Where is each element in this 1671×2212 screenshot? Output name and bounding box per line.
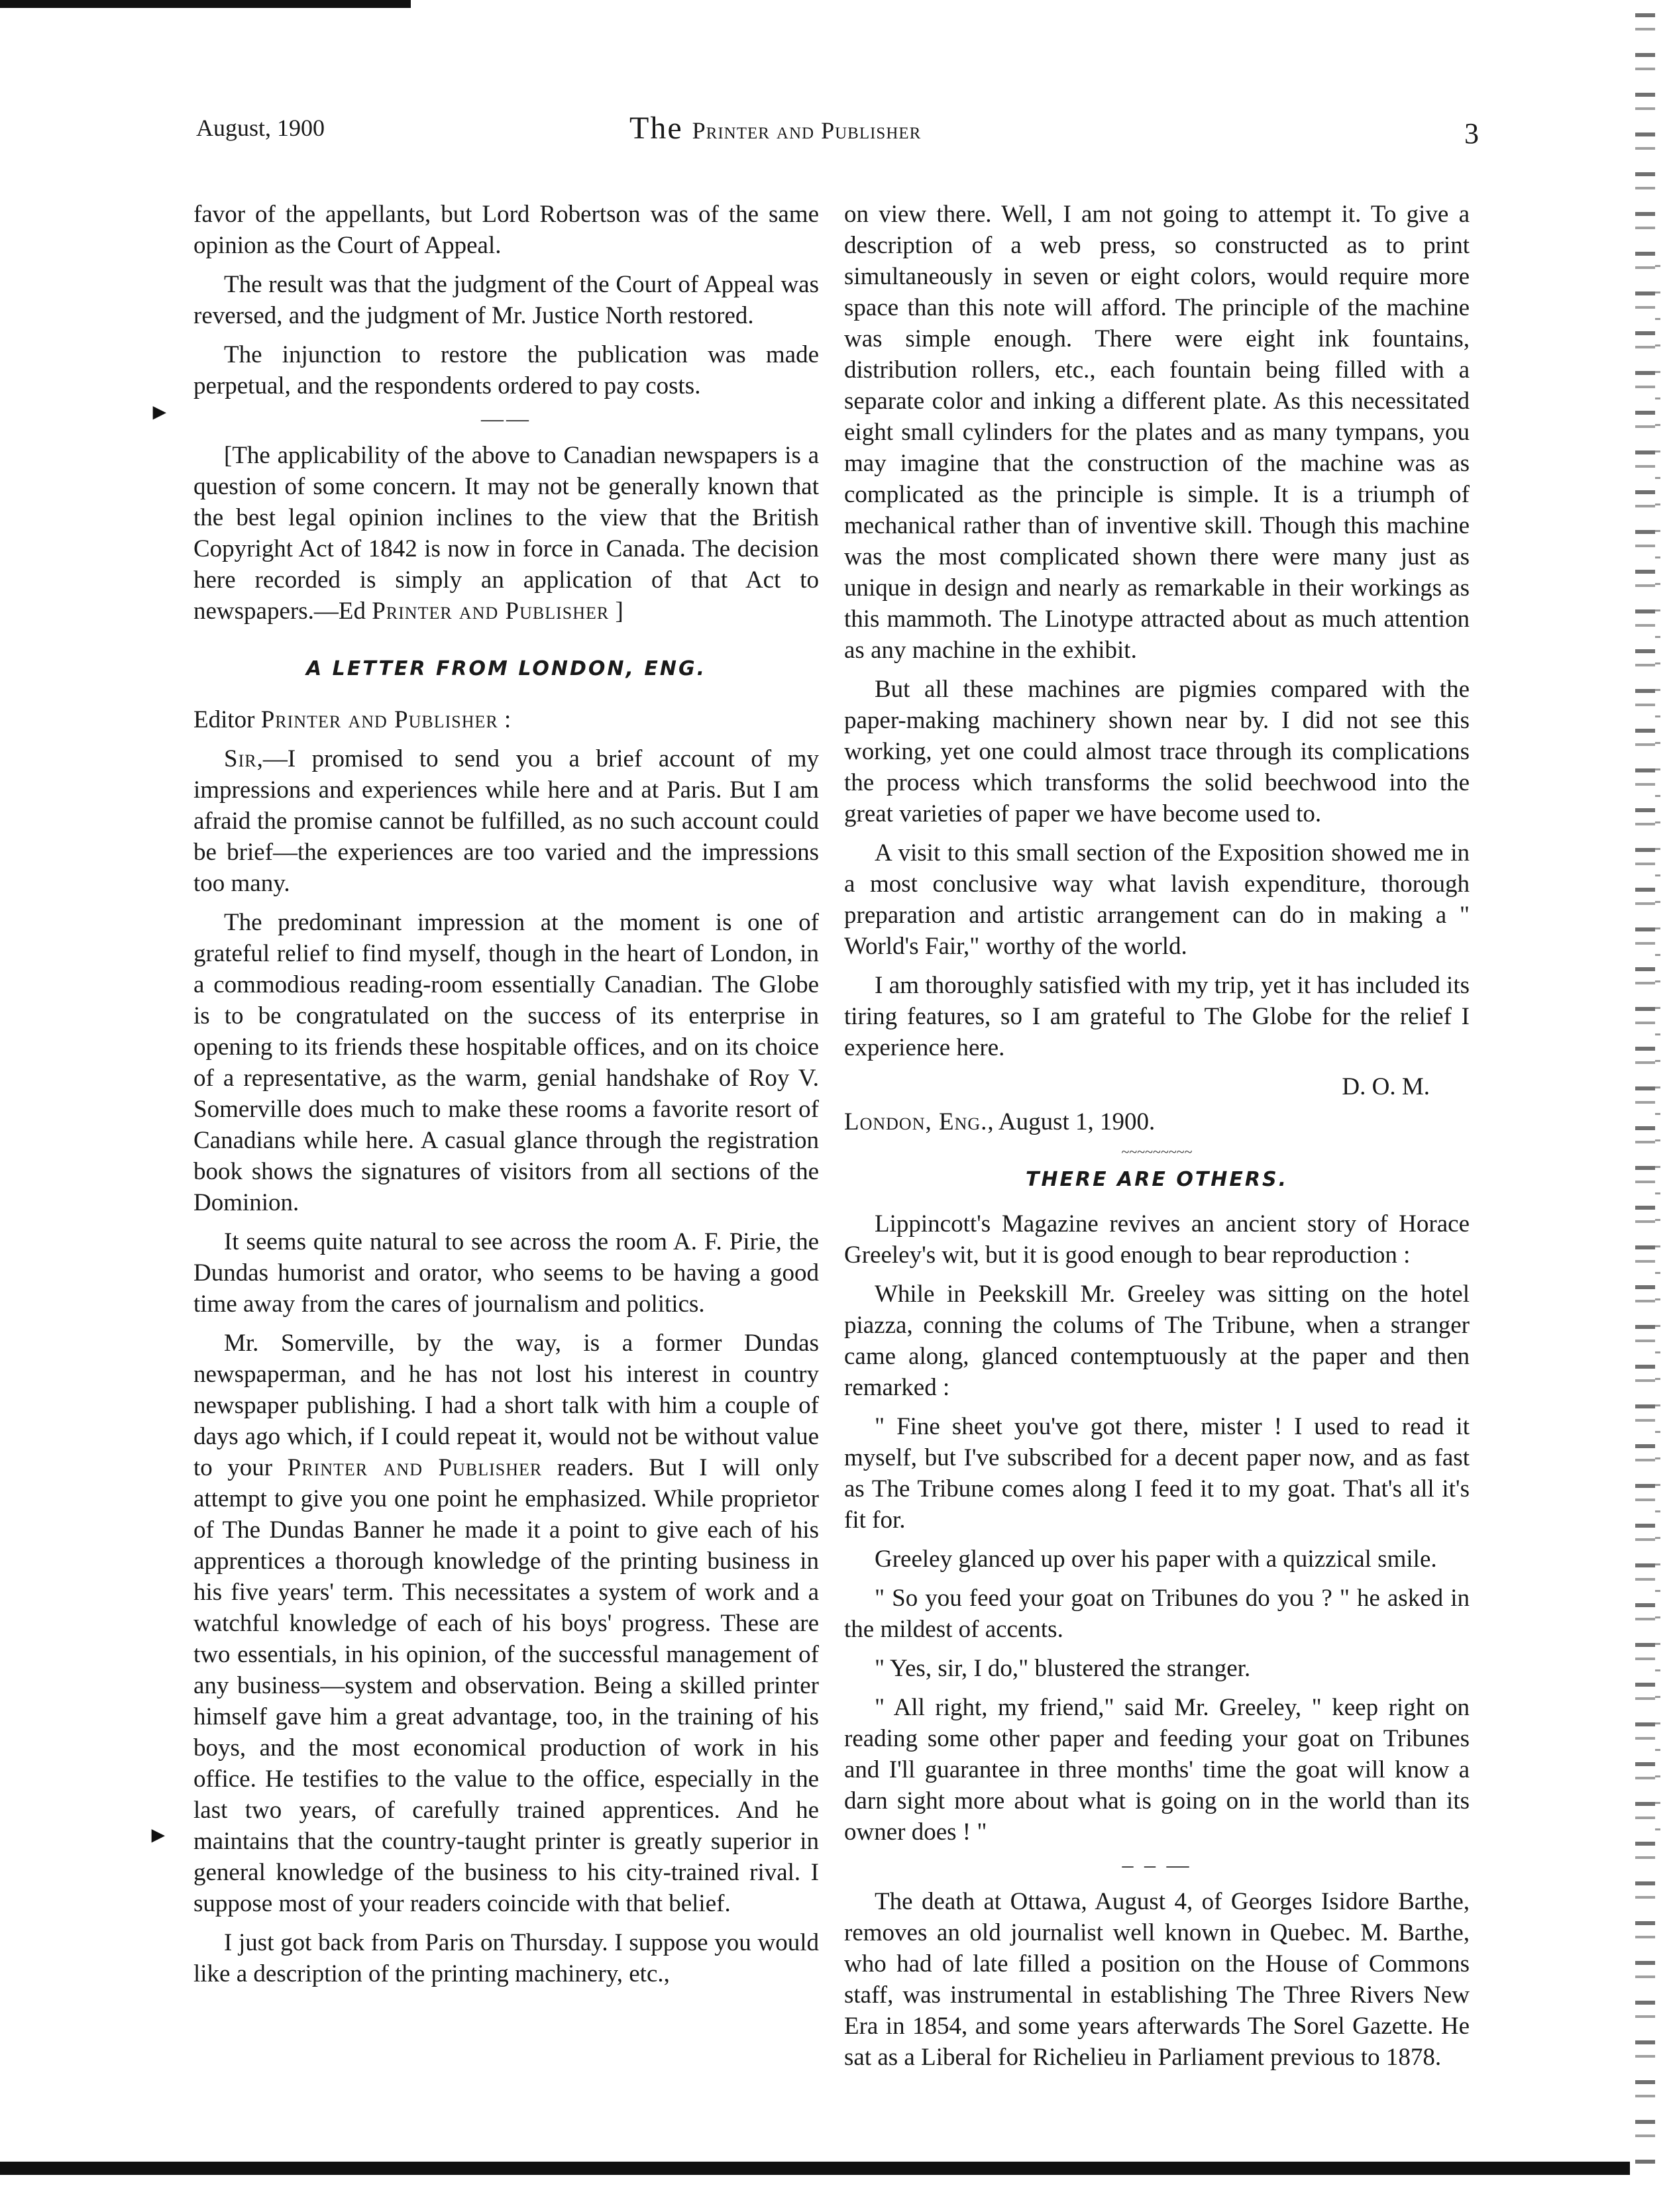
- letter-signature: D. O. M.: [1342, 1073, 1430, 1100]
- paragraph: It seems quite natural to see across the room A. F. Pirie, the Dundas humorist and orator, who seems to be having a good time away from the cares of journalism and politics.: [193, 1228, 819, 1318]
- bottom-rule: [0, 2162, 1630, 2175]
- paragraph: " So you feed your goat on Tribunes do you ? " he asked in the mildest of accents.: [844, 1585, 1470, 1643]
- paragraph-text: Mr. Somerville, by the way, is a former Dundas newspaperman, and he has not lost his interest in country newspaper publishing. I had a short talk with him a couple of days ago which, if I could repeat it, would not be without value to your: [193, 1330, 819, 1481]
- margin-pointer-icon-2: ►: [147, 1823, 170, 1848]
- salutation-end: :: [498, 706, 512, 733]
- paragraph: The injunction to restore the publication was made perpetual, and the respondents ordered to pay costs.: [193, 341, 819, 399]
- paragraph: I am thoroughly satisfied with my trip, yet it has included its tiring features, so I am grateful to The Globe for the relief I experience here.: [844, 972, 1470, 1061]
- editorial-note: [193, 440, 819, 627]
- page-number: 3: [1464, 117, 1479, 150]
- publication-name: Printer and Publisher: [260, 706, 498, 733]
- section-divider: ——: [481, 407, 531, 431]
- top-rule: [0, 0, 411, 8]
- paragraph: [193, 1328, 819, 1919]
- paragraph: on view there. Well, I am not going to attempt it. To give a description of a web press, so constructed as to print simultaneously in seven or eight colors, would require more space than this note will afford. The principle of the machine was simple enough. There were eight ink fountains, distribution rollers, etc., each fountain being filled with a separate color and inking a different plate. As this necessitated eight small cylinders for the plates and as many tympans, you may imagine that the construction of the machine was as complicated as the principle is simple. It is a triumph of mechanical rather than of inventive skill. Though this machine was the most complicated shown there were many just as unique in design and nearly as remarkable in their workings as this mammoth. The Linotype attracted about as much attention as any machine in the exhibit.: [844, 201, 1470, 664]
- section-heading: THERE ARE OTHERS.: [1025, 1168, 1289, 1191]
- paragraph: I just got back from Paris on Thursday. I suppose you would like a description of the printing machinery, etc.,: [193, 1929, 819, 1987]
- header-date: August, 1900: [196, 115, 325, 141]
- paragraph: favor of the appellants, but Lord Robertson was of the same opinion as the Court of Appeal.: [193, 201, 819, 259]
- salutation-lead: Editor: [193, 706, 261, 733]
- sir-word: Sir: [224, 745, 257, 772]
- paragraph: While in Peekskill Mr. Greeley was sitting on the hotel piazza, conning the colums of The Tribune, when a stranger came along, glanced contemptuously at the paper and then remarked :: [844, 1281, 1470, 1401]
- page-header: [0, 107, 1671, 154]
- dateline-place: London, Eng.: [844, 1108, 988, 1135]
- paragraph-text-cont: readers. But I will only attempt to give you one point he emphasized. While proprietor of The Dundas Banner he made it a point to give each of his apprentices a thorough knowledge of the printing business in his five years' term. This necessitates a system of work and a watchful knowledge of each of his boys' progress. These are two essentials, in his opinion, of the successful management of any business—system and observation. Being a skilled printer himself gave him a great advantage, too, in the training of his boys, and the most economical production of work in his office. He testifies to the value to the office, especially in the last two years, of carefully trained apprentices. And he maintains that the country-taught printer is greatly superior in general knowledge of the business to his city-trained rival. I suppose most of your readers coincide with that belief.: [193, 1454, 820, 1917]
- margin-pointer-icon: ►: [148, 400, 171, 425]
- paragraph: The predominant impression at the moment is one of grateful relief to find myself, though in the heart of London, in a commodious reading-room essentially Canadian. The Globe is to be congratulated on the success of its enterprise in opening to its friends these hospitable offices, and on its choice of a representative, as the warm, genial handshake of Roy V. Somerville does much to make these rooms a favorite resort of Canadians while here. A casual glance through the registration book shows the signatures of visitors from all sections of the Dominion.: [193, 909, 819, 1216]
- editorial-note-text: [The applicability of the above to Canadian newspapers is a question of some concern. It may not be generally known that the best legal opinion inclines to the view that the British Copyright Act of 1842 is now in force in Canada. The decision here recorded is simply an application of that Act to newspapers.—Ed: [193, 442, 819, 625]
- section-divider: – – —: [1122, 1853, 1192, 1877]
- paragraph: [193, 743, 819, 899]
- letter-salutation: [193, 704, 819, 735]
- editorial-note-end: ]: [609, 598, 623, 625]
- publication-name: Printer and Publisher: [287, 1454, 543, 1481]
- header-title-lead: The: [629, 111, 692, 146]
- paragraph: " Yes, sir, I do," blustered the stranger.: [875, 1655, 1251, 1682]
- ornament-divider: ~~~~~~~~~: [1121, 1143, 1193, 1160]
- header-title: [629, 110, 921, 146]
- paragraph: But all these machines are pigmies compared with the paper-making machinery shown near by. I did not see this working, yet one could almost trace through its complications the process which transforms the solid beechwood into the great varieties of paper we have become used to.: [844, 676, 1470, 827]
- left-column: [193, 199, 819, 1997]
- section-heading: A LETTER FROM LONDON, ENG.: [306, 657, 706, 680]
- paragraph: A visit to this small section of the Exposition showed me in a most conclusive way what lavish expenditure, thorough preparation and artistic arrangement can do in making a " World's Fair," worthy of the world.: [844, 839, 1470, 960]
- header-title-rest: Printer and Publisher: [692, 117, 922, 144]
- paragraph: The death at Ottawa, August 4, of Georges Isidore Barthe, removes an old journalist well known in Quebec. M. Barthe, who had of late filled a position on the House of Commons staff, was instrumental in establishing The Three Rivers New Era in 1854, and some years afterwards The Sorel Gazette. He sat as a Liberal for Richelieu in Parliament previous to 1878.: [844, 1888, 1470, 2071]
- right-column: [844, 199, 1470, 2081]
- scan-margin-edge-2: [1655, 265, 1660, 1855]
- scan-margin-edge: [1635, 13, 1655, 2173]
- paragraph-text: ,—I promised to send you a brief account of my impressions and experiences while here and at Paris. But I am afraid the promise cannot be fulfilled, as no such account could be brief—the experiences are too varied and the impressions too many.: [193, 745, 819, 897]
- paragraph: Lippincott's Magazine revives an ancient story of Horace Greeley's wit, but it is good enough to bear reproduction :: [844, 1210, 1470, 1269]
- paragraph: " All right, my friend," said Mr. Greeley, " keep right on reading some other paper and feeding your goat on Tribunes and I'll guarantee in three months' time the goat will know a darn sight more about what is going on in the world than its owner does ! ": [844, 1694, 1470, 1846]
- letter-dateline: [844, 1106, 1470, 1137]
- dateline-date: , August 1, 1900.: [987, 1108, 1156, 1135]
- publication-name: Printer and Publisher: [372, 598, 610, 625]
- paragraph: " Fine sheet you've got there, mister ! I used to read it myself, but I've subscribed for a decent paper now, and as fast as The Tribune comes along I feed it to my goat. That's all it's fit for.: [844, 1413, 1470, 1534]
- paragraph: The result was that the judgment of the Court of Appeal was reversed, and the judgment of Mr. Justice North restored.: [193, 271, 819, 329]
- paragraph: Greeley glanced up over his paper with a quizzical smile.: [875, 1546, 1437, 1573]
